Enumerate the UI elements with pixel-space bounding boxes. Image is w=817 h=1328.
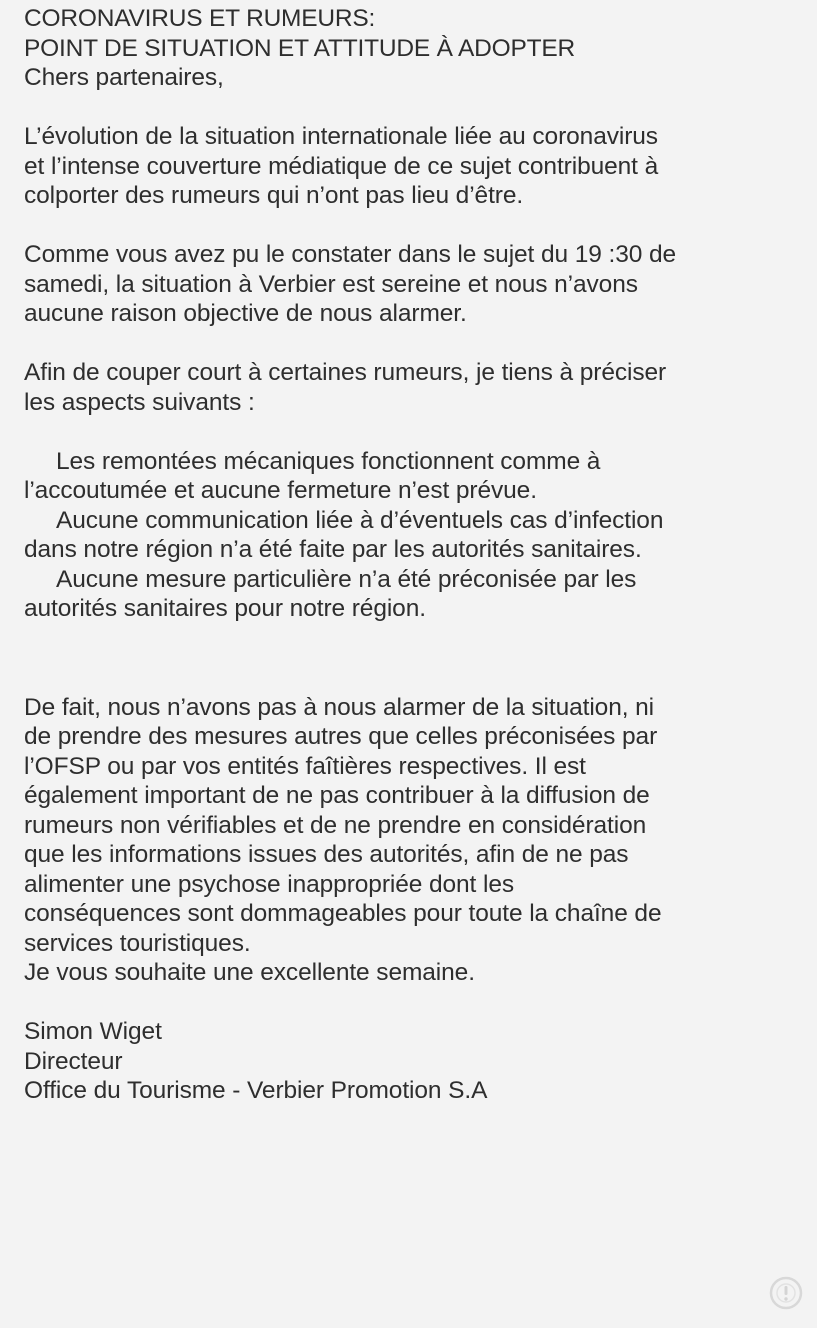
paragraph-line: aucune raison objective de nous alarmer. [24,300,467,327]
paragraph-clarify [24,358,809,417]
greeting: Chers partenaires, [24,64,224,91]
paragraph-line: conséquences sont dommageables pour toute la chaîne de [24,900,662,927]
spacer [24,417,809,447]
paragraph-line: Afin de couper court à certaines rumeurs, je tiens à préciser [24,359,667,386]
title-line-1: CORONAVIRUS ET RUMEURS: [24,5,376,32]
paragraph-line: et l’intense couverture médiatique de ce sujet contribuent à [24,152,659,180]
spacer [24,988,809,1018]
paragraph-line: alimenter une psychose inappropriée dont les [24,870,514,898]
paragraph-line: de prendre des mesures autres que celles préconisées par [24,723,658,750]
exclamation-circle-icon [769,1276,803,1310]
spacer [24,329,809,359]
paragraph-line: L’évolution de la situation internationale liée au coronavirus [24,123,658,150]
signature-organization: Office du Tourisme - Verbier Promotion S.A [24,1077,488,1104]
title-line-2: POINT DE SITUATION ET ATTITUDE À ADOPTER [24,34,576,62]
document-body [24,4,809,1106]
signature-role: Directeur [24,1047,123,1075]
points-list [24,447,809,624]
paragraph-conclusion [24,693,809,959]
point-2-line-2: dans notre région n’a été faite par les autorités sanitaires. [24,536,642,563]
paragraph-line: les aspects suivants : [24,388,255,416]
paragraph-line: également important de ne pas contribuer à la diffusion de [24,782,650,809]
paragraph-line: De fait, nous n’avons pas à nous alarmer de la situation, ni [24,693,655,721]
point-1-line-1: Les remontées mécaniques fonctionnent comme à [56,447,601,475]
paragraph-line: samedi, la situation à Verbier est sereine et nous n’avons [24,270,638,298]
signature-block [24,1017,809,1106]
point-1-line-2: l’accoutumée et aucune fermeture n’est prévue. [24,477,537,504]
paragraph-line: services touristiques. [24,929,251,957]
paragraph-line: Comme vous avez pu le constater dans le sujet du 19 :30 de [24,241,677,268]
point-2-line-1: Aucune communication liée à d’éventuels cas d’infection [56,506,664,534]
spacer [24,624,809,693]
point-3-line-2: autorités sanitaires pour notre région. [24,595,426,622]
spacer [24,93,809,123]
paragraph-line: colporter des rumeurs qui n’ont pas lieu d’être. [24,182,524,209]
signature-name: Simon Wiget [24,1018,162,1045]
closing-line: Je vous souhaite une excellente semaine. [24,959,475,986]
paragraph-line: l’OFSP ou par vos entités faîtières respectives. Il est [24,752,586,780]
paragraph-line: rumeurs non vérifiables et de ne prendre en considération [24,811,647,839]
paragraph-line: que les informations issues des autorités, afin de ne pas [24,841,629,868]
paragraph-situation [24,240,809,329]
paragraph-intro [24,122,809,211]
spacer [24,211,809,241]
point-3-line-1: Aucune mesure particulière n’a été préconisée par les [56,565,637,593]
